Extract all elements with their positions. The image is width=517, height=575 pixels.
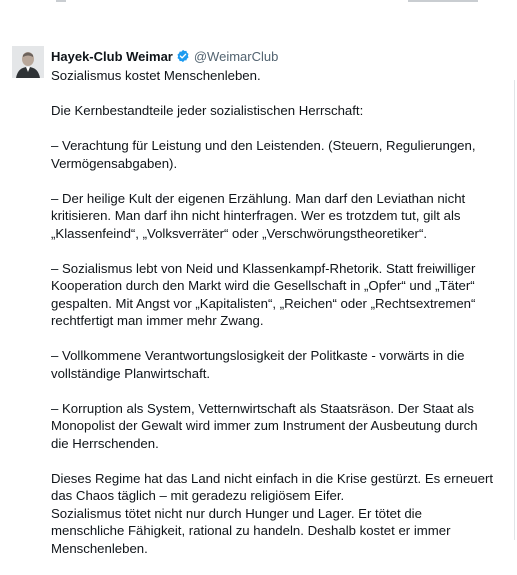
tweet-line: Menschenleben. [51,540,148,556]
previous-tweet-edge [0,0,517,6]
tweet-line: „Klassenfeind“, „Volksverräter“ oder „Verschwörungstheoretiker“. [51,225,427,241]
tweet-line: – Vollkommene Verantwortungslosigkeit der Politkaste - vorwärts in die [51,348,465,363]
tweet-line: Sozialismus kostet Menschenleben. [51,68,261,83]
previous-tweet-mark [56,0,66,2]
tweet-line: die Herrschenden. [51,435,159,451]
tweet-line: gespalten. Mit Angst vor „Kapitalisten“, „Reichen“ oder „Rechtsextremen“ [51,295,476,311]
tweet-header [51,46,278,66]
tweet-line: vollständige Planwirtschaft. [51,365,211,381]
verified-badge-icon [176,49,190,63]
tweet-line: Kooperation durch den Markt wird die Gesellschaft in „Opfer“ und „Täter“ [51,278,475,293]
previous-tweet-mark [408,0,478,2]
tweet-line: rechtfertigt man immer mehr Zwang. [51,313,264,328]
tweet-line: Dieses Regime hat das Land nicht einfach in die Krise gestürzt. Es erneuert [51,470,494,486]
tweet-line: Vermögensabgaben). [51,155,178,171]
tweet-line: Monopolist der Gewalt wird immer zum Instrument der Ausbeutung durch [51,418,478,433]
tweet-line: Die Kernbestandteile jeder sozialistischen Herrschaft: [51,103,364,118]
tweet-paragraph [51,260,501,330]
tweet-paragraph [51,400,501,453]
tweet-paragraph [51,470,501,558]
tweet-paragraph [51,137,501,172]
tweet-line: das Chaos täglich – mit geradezu religiösem Eifer. [51,488,345,503]
avatar-portrait-icon [12,46,44,78]
display-name[interactable]: Hayek-Club Weimar [51,48,173,64]
tweet-line: – Verachtung für Leistung und den Leistenden. (Steuern, Regulierungen, [51,138,476,153]
tweet-line: – Sozialismus lebt von Neid und Klassenkampf-Rhetorik. Statt freiwilliger [51,260,476,276]
tweet-border [514,80,515,540]
tweet-line: menschliche Fähigkeit, rational zu handeln. Deshalb kostet er immer [51,523,451,538]
avatar[interactable] [12,46,44,78]
tweet-text [51,67,501,575]
tweet-line: – Korruption als System, Vetternwirtschaft als Staatsräson. Der Staat als [51,400,474,416]
tweet-line: Sozialismus tötet nicht nur durch Hunger und Lager. Er tötet die [51,505,422,521]
user-handle[interactable]: @WeimarClub [193,48,279,64]
tweet-paragraph [51,102,501,120]
tweet-paragraph [51,190,501,243]
tweet-line: – Der heilige Kult der eigenen Erzählung. Man darf den Leviathan nicht [51,190,466,206]
tweet-paragraph [51,67,501,85]
tweet-paragraph [51,347,501,382]
tweet-line: kritisieren. Man darf ihn nicht hinterfragen. Wer es trotzdem tut, gilt als [51,208,461,223]
